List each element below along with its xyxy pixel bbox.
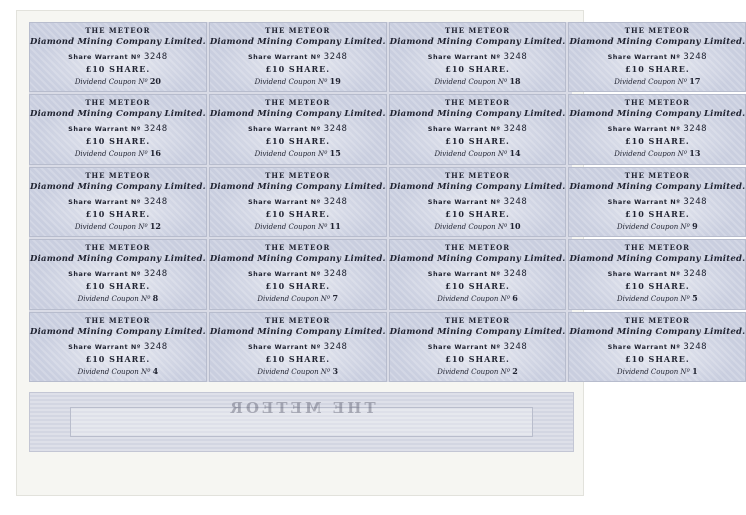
dividend-coupon-number: 2 bbox=[512, 365, 518, 376]
coupon-share-warrant bbox=[30, 52, 206, 62]
share-warrant-label: Share Warrant Nº bbox=[607, 270, 681, 279]
coupon-share-value: £10 SHARE. bbox=[85, 281, 151, 292]
share-warrant-number: 3248 bbox=[683, 269, 708, 280]
coupon-company-name: Diamond Mining Company Limited. bbox=[30, 254, 206, 265]
share-warrant-number: 3248 bbox=[143, 124, 168, 135]
coupon-company-name: Diamond Mining Company Limited. bbox=[389, 109, 566, 120]
coupon-dividend bbox=[210, 221, 386, 231]
coupon-share-warrant bbox=[210, 342, 386, 352]
share-warrant-label: Share Warrant Nº bbox=[68, 270, 141, 279]
dividend-coupon-number: 5 bbox=[692, 293, 698, 304]
share-warrant-number: 3248 bbox=[503, 196, 528, 207]
coupon-title: THE METEOR bbox=[265, 170, 331, 180]
dividend-coupon bbox=[209, 22, 387, 92]
dividend-coupon bbox=[29, 22, 207, 92]
dividend-coupon-number: 10 bbox=[509, 220, 521, 231]
dividend-coupon bbox=[29, 312, 207, 382]
dividend-coupon-label: Dividend Coupon Nº bbox=[614, 78, 688, 86]
dividend-coupon-label: Dividend Coupon Nº bbox=[77, 367, 151, 376]
coupon-share-value: £10 SHARE. bbox=[265, 136, 330, 147]
dividend-coupon bbox=[568, 22, 746, 92]
coupon-title: THE METEOR bbox=[85, 243, 151, 253]
dividend-coupon bbox=[209, 239, 387, 309]
coupon-title: THE METEOR bbox=[444, 315, 511, 325]
share-warrant-number: 3248 bbox=[503, 124, 528, 135]
dividend-coupon bbox=[209, 167, 387, 237]
coupon-share-value: £10 SHARE. bbox=[445, 281, 510, 292]
share-warrant-number: 3248 bbox=[323, 269, 348, 280]
coupon-share-warrant bbox=[390, 52, 566, 62]
coupon-share-warrant bbox=[390, 269, 566, 279]
coupon-share-value: £10 SHARE. bbox=[445, 64, 510, 74]
coupon-company-name: Diamond Mining Company Limited. bbox=[569, 109, 746, 120]
share-warrant-label: Share Warrant Nº bbox=[68, 342, 141, 351]
coupon-share-value: £10 SHARE. bbox=[265, 64, 330, 74]
coupon-dividend bbox=[210, 76, 386, 86]
coupon-dividend bbox=[30, 148, 206, 158]
dividend-coupon-number: 16 bbox=[149, 148, 161, 159]
coupon-dividend bbox=[569, 366, 745, 376]
coupon-grid bbox=[29, 22, 746, 382]
coupon-dividend bbox=[569, 221, 745, 231]
coupon-share-value: £10 SHARE. bbox=[265, 281, 330, 292]
coupon-share-warrant bbox=[30, 197, 206, 207]
share-warrant-number: 3248 bbox=[323, 341, 348, 352]
coupon-title: THE METEOR bbox=[444, 243, 511, 253]
share-warrant-label: Share Warrant Nº bbox=[247, 342, 321, 351]
coupon-dividend bbox=[210, 293, 386, 303]
share-warrant-label: Share Warrant Nº bbox=[247, 197, 321, 206]
dividend-coupon-number: 7 bbox=[332, 293, 339, 304]
coupon-company-name: Diamond Mining Company Limited. bbox=[30, 109, 206, 120]
share-warrant-number: 3248 bbox=[683, 196, 708, 207]
coupon-title: THE METEOR bbox=[85, 26, 151, 35]
share-warrant-number: 3248 bbox=[323, 196, 348, 207]
dividend-coupon-number: 6 bbox=[512, 293, 518, 304]
coupon-company-name: Diamond Mining Company Limited. bbox=[209, 37, 386, 47]
share-warrant-label: Share Warrant Nº bbox=[607, 125, 681, 134]
coupon-share-warrant bbox=[210, 52, 386, 62]
coupon-company-name: Diamond Mining Company Limited. bbox=[389, 37, 566, 47]
coupon-title: THE METEOR bbox=[265, 98, 331, 108]
coupon-share-value: £10 SHARE. bbox=[625, 136, 690, 147]
dividend-coupon-label: Dividend Coupon Nº bbox=[254, 78, 328, 86]
share-warrant-label: Share Warrant Nº bbox=[607, 342, 681, 351]
coupon-dividend bbox=[390, 148, 566, 158]
share-warrant-number: 3248 bbox=[323, 52, 348, 62]
dividend-coupon-label: Dividend Coupon Nº bbox=[74, 150, 148, 159]
share-warrant-number: 3248 bbox=[143, 269, 168, 280]
dividend-coupon-label: Dividend Coupon Nº bbox=[437, 295, 511, 304]
coupon-company-name: Diamond Mining Company Limited. bbox=[30, 181, 206, 192]
coupon-share-warrant bbox=[210, 124, 386, 134]
coupon-dividend bbox=[30, 76, 206, 86]
dividend-coupon bbox=[389, 312, 567, 382]
coupon-share-warrant bbox=[569, 269, 745, 279]
share-warrant-number: 3248 bbox=[683, 52, 708, 62]
dividend-coupon-label: Dividend Coupon Nº bbox=[617, 222, 690, 231]
dividend-coupon-number: 1 bbox=[692, 365, 698, 376]
share-warrant-label: Share Warrant Nº bbox=[427, 270, 501, 279]
coupon-company-name: Diamond Mining Company Limited. bbox=[30, 326, 206, 337]
coupon-share-value: £10 SHARE. bbox=[85, 353, 151, 364]
coupon-share-value: £10 SHARE. bbox=[625, 353, 690, 364]
dividend-coupon-label: Dividend Coupon Nº bbox=[77, 295, 151, 304]
coupon-company-name: Diamond Mining Company Limited. bbox=[569, 37, 746, 47]
dividend-coupon-label: Dividend Coupon Nº bbox=[434, 150, 508, 159]
coupon-dividend bbox=[210, 148, 386, 158]
coupon-share-warrant bbox=[30, 269, 206, 279]
dividend-coupon-label: Dividend Coupon Nº bbox=[74, 78, 148, 86]
dividend-coupon-label: Dividend Coupon Nº bbox=[434, 78, 508, 86]
coupon-company-name: Diamond Mining Company Limited. bbox=[209, 181, 386, 192]
coupon-title: THE METEOR bbox=[444, 26, 511, 35]
dividend-coupon-label: Dividend Coupon Nº bbox=[257, 367, 331, 376]
dividend-coupon-number: 19 bbox=[329, 76, 341, 86]
share-warrant-number: 3248 bbox=[503, 341, 528, 352]
share-warrant-label: Share Warrant Nº bbox=[247, 53, 321, 61]
share-warrant-label: Share Warrant Nº bbox=[427, 342, 501, 351]
dividend-coupon-label: Dividend Coupon Nº bbox=[437, 367, 511, 376]
dividend-coupon-number: 18 bbox=[509, 76, 521, 86]
coupon-dividend bbox=[390, 293, 566, 303]
share-warrant-label: Share Warrant Nº bbox=[68, 197, 141, 206]
share-warrant-number: 3248 bbox=[503, 52, 528, 62]
share-warrant-number: 3248 bbox=[143, 52, 168, 62]
coupon-title: THE METEOR bbox=[265, 315, 331, 325]
share-warrant-number: 3248 bbox=[143, 341, 168, 352]
coupon-title: THE METEOR bbox=[444, 170, 511, 180]
coupon-company-name: Diamond Mining Company Limited. bbox=[389, 181, 566, 192]
dividend-coupon bbox=[568, 239, 746, 309]
coupon-dividend bbox=[30, 293, 206, 303]
share-warrant-label: Share Warrant Nº bbox=[427, 125, 501, 134]
coupon-title: THE METEOR bbox=[85, 170, 151, 180]
dividend-coupon-label: Dividend Coupon Nº bbox=[434, 222, 508, 231]
share-warrant-label: Share Warrant Nº bbox=[607, 197, 681, 206]
coupon-share-value: £10 SHARE. bbox=[625, 281, 690, 292]
coupon-share-value: £10 SHARE. bbox=[625, 208, 690, 219]
coupon-title: THE METEOR bbox=[624, 26, 690, 35]
coupon-share-value: £10 SHARE. bbox=[445, 353, 510, 364]
showthrough-title: THE METEOR bbox=[227, 399, 376, 417]
coupon-company-name: Diamond Mining Company Limited. bbox=[389, 326, 566, 337]
coupon-share-value: £10 SHARE. bbox=[85, 208, 151, 219]
coupon-share-warrant bbox=[569, 197, 745, 207]
coupon-dividend bbox=[390, 76, 566, 86]
coupon-title: THE METEOR bbox=[624, 170, 690, 180]
dividend-coupon-number: 20 bbox=[149, 76, 161, 86]
coupon-company-name: Diamond Mining Company Limited. bbox=[209, 109, 386, 120]
coupon-share-warrant bbox=[390, 197, 566, 207]
dividend-coupon-label: Dividend Coupon Nº bbox=[257, 295, 331, 304]
coupon-share-value: £10 SHARE. bbox=[265, 208, 330, 219]
dividend-coupon bbox=[209, 94, 387, 164]
dividend-coupon bbox=[209, 312, 387, 382]
coupon-company-name: Diamond Mining Company Limited. bbox=[209, 326, 386, 337]
coupon-share-value: £10 SHARE. bbox=[625, 64, 690, 74]
dividend-coupon-label: Dividend Coupon Nº bbox=[617, 367, 690, 376]
dividend-coupon-number: 11 bbox=[329, 220, 341, 231]
coupon-company-name: Diamond Mining Company Limited. bbox=[569, 181, 746, 192]
dividend-coupon-number: 9 bbox=[692, 220, 698, 231]
dividend-coupon bbox=[568, 312, 746, 382]
coupon-share-warrant bbox=[210, 197, 386, 207]
coupon-dividend bbox=[390, 366, 566, 376]
dividend-coupon-number: 13 bbox=[689, 148, 701, 159]
coupon-share-warrant bbox=[30, 342, 206, 352]
share-warrant-label: Share Warrant Nº bbox=[427, 53, 501, 61]
coupon-sheet bbox=[16, 10, 746, 496]
share-warrant-number: 3248 bbox=[503, 269, 528, 280]
share-warrant-number: 3248 bbox=[143, 196, 168, 207]
coupon-title: THE METEOR bbox=[85, 98, 151, 108]
dividend-coupon bbox=[389, 239, 567, 309]
coupon-share-value: £10 SHARE. bbox=[85, 136, 151, 147]
dividend-coupon-number: 4 bbox=[152, 365, 159, 376]
dividend-coupon bbox=[389, 22, 567, 92]
coupon-share-warrant bbox=[390, 342, 566, 352]
share-warrant-label: Share Warrant Nº bbox=[247, 125, 321, 134]
coupon-dividend bbox=[569, 148, 745, 158]
share-warrant-number: 3248 bbox=[323, 124, 348, 135]
dividend-coupon bbox=[568, 94, 746, 164]
dividend-coupon-number: 8 bbox=[152, 293, 159, 304]
coupon-company-name: Diamond Mining Company Limited. bbox=[209, 254, 386, 265]
coupon-share-value: £10 SHARE. bbox=[445, 136, 510, 147]
coupon-share-warrant bbox=[569, 124, 745, 134]
coupon-title: THE METEOR bbox=[265, 243, 331, 253]
dividend-coupon bbox=[568, 167, 746, 237]
dividend-coupon-number: 12 bbox=[149, 220, 161, 231]
coupon-title: THE METEOR bbox=[444, 98, 511, 108]
share-warrant-label: Share Warrant Nº bbox=[607, 53, 681, 61]
dividend-coupon-number: 14 bbox=[509, 148, 521, 159]
coupon-title: THE METEOR bbox=[624, 315, 690, 325]
coupon-share-value: £10 SHARE. bbox=[265, 353, 330, 364]
coupon-share-warrant bbox=[569, 342, 745, 352]
share-warrant-label: Share Warrant Nº bbox=[68, 125, 141, 134]
dividend-coupon-label: Dividend Coupon Nº bbox=[617, 295, 690, 304]
dividend-coupon bbox=[29, 94, 207, 164]
share-warrant-label: Share Warrant Nº bbox=[68, 53, 141, 61]
coupon-share-warrant bbox=[30, 124, 206, 134]
coupon-dividend bbox=[390, 221, 566, 231]
dividend-coupon bbox=[389, 94, 567, 164]
coupon-title: THE METEOR bbox=[624, 98, 690, 108]
share-warrant-number: 3248 bbox=[683, 124, 708, 135]
share-warrant-number: 3248 bbox=[683, 341, 708, 352]
coupon-dividend bbox=[569, 293, 745, 303]
coupon-title: THE METEOR bbox=[624, 243, 690, 253]
coupon-title: THE METEOR bbox=[85, 315, 151, 325]
share-warrant-label: Share Warrant Nº bbox=[427, 197, 501, 206]
dividend-coupon-label: Dividend Coupon Nº bbox=[74, 222, 148, 231]
dividend-coupon bbox=[29, 167, 207, 237]
bond-stub-strip bbox=[29, 392, 574, 452]
coupon-dividend bbox=[569, 76, 745, 86]
dividend-coupon bbox=[29, 239, 207, 309]
coupon-company-name: Diamond Mining Company Limited. bbox=[569, 326, 746, 337]
coupon-company-name: Diamond Mining Company Limited. bbox=[30, 37, 206, 47]
dividend-coupon-number: 15 bbox=[329, 148, 341, 159]
dividend-coupon bbox=[389, 167, 567, 237]
coupon-dividend bbox=[30, 221, 206, 231]
dividend-coupon-number: 3 bbox=[332, 365, 339, 376]
coupon-company-name: Diamond Mining Company Limited. bbox=[569, 254, 746, 265]
coupon-share-value: £10 SHARE. bbox=[445, 208, 510, 219]
dividend-coupon-number: 17 bbox=[689, 76, 701, 86]
dividend-coupon-label: Dividend Coupon Nº bbox=[254, 150, 328, 159]
coupon-share-warrant bbox=[569, 52, 745, 62]
dividend-coupon-label: Dividend Coupon Nº bbox=[254, 222, 328, 231]
coupon-company-name: Diamond Mining Company Limited. bbox=[389, 254, 566, 265]
coupon-dividend bbox=[210, 366, 386, 376]
coupon-dividend bbox=[30, 366, 206, 376]
coupon-share-warrant bbox=[210, 269, 386, 279]
coupon-share-warrant bbox=[390, 124, 566, 134]
dividend-coupon-label: Dividend Coupon Nº bbox=[614, 150, 688, 159]
coupon-title: THE METEOR bbox=[265, 26, 331, 35]
coupon-share-value: £10 SHARE. bbox=[85, 64, 151, 74]
share-warrant-label: Share Warrant Nº bbox=[247, 270, 321, 279]
